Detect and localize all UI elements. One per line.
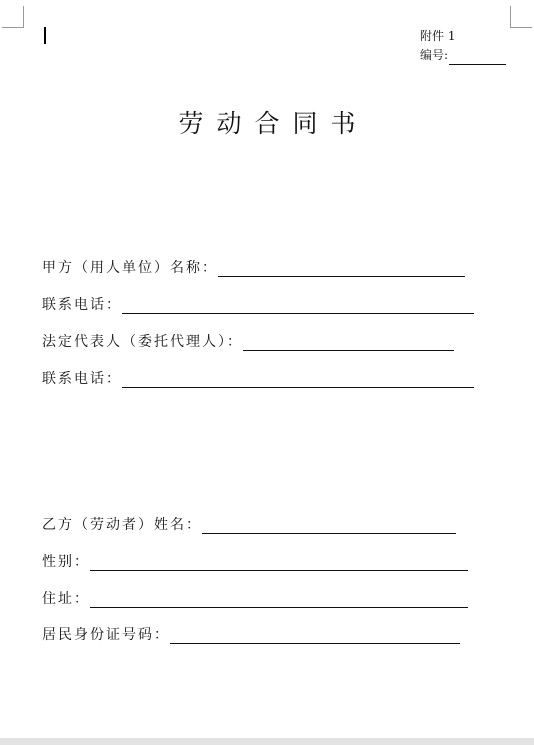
- party-a-representative-field[interactable]: [243, 335, 454, 351]
- party-b-gender-row: [42, 551, 468, 571]
- party-a-representative-label: 法定代表人（委托代理人）：: [42, 334, 243, 350]
- party-a-phone2-field[interactable]: [122, 372, 474, 388]
- party-b-id-row: [42, 624, 460, 644]
- annex-label: 附件 1: [420, 29, 456, 43]
- party-a-name-row: [42, 257, 465, 277]
- party-b-gender-field[interactable]: [90, 555, 468, 571]
- text-cursor: [44, 27, 46, 44]
- party-b-gender-label: 性别：: [42, 554, 90, 570]
- page-bottom-edge: [0, 738, 534, 745]
- party-b-id-field[interactable]: [170, 628, 460, 644]
- party-a-name-label: 甲方（用人单位）名称：: [42, 260, 218, 276]
- annex-block: [420, 27, 506, 65]
- party-b-id-label: 居民身份证号码：: [42, 627, 170, 643]
- serial-number-field[interactable]: [449, 52, 506, 65]
- party-b-address-row: [42, 588, 468, 608]
- party-b-name-label: 乙方（劳动者）姓名：: [42, 517, 202, 533]
- party-a-phone-label: 联系电话：: [42, 297, 122, 313]
- party-a-phone-row: [42, 294, 474, 314]
- party-a-phone-field[interactable]: [122, 298, 474, 314]
- serial-number-label: 编号:: [420, 48, 449, 62]
- crop-mark-top-left: [2, 6, 24, 28]
- party-b-name-field[interactable]: [202, 518, 456, 534]
- document-title: 劳动合同书: [178, 109, 369, 138]
- crop-mark-top-right: [510, 6, 532, 28]
- party-a-name-field[interactable]: [218, 261, 465, 277]
- party-b-address-label: 住址：: [42, 591, 90, 607]
- party-a-representative-row: [42, 331, 454, 351]
- party-b-name-row: [42, 514, 456, 534]
- party-b-address-field[interactable]: [90, 592, 468, 608]
- party-a-phone2-row: [42, 368, 474, 388]
- party-a-phone2-label: 联系电话：: [42, 371, 122, 387]
